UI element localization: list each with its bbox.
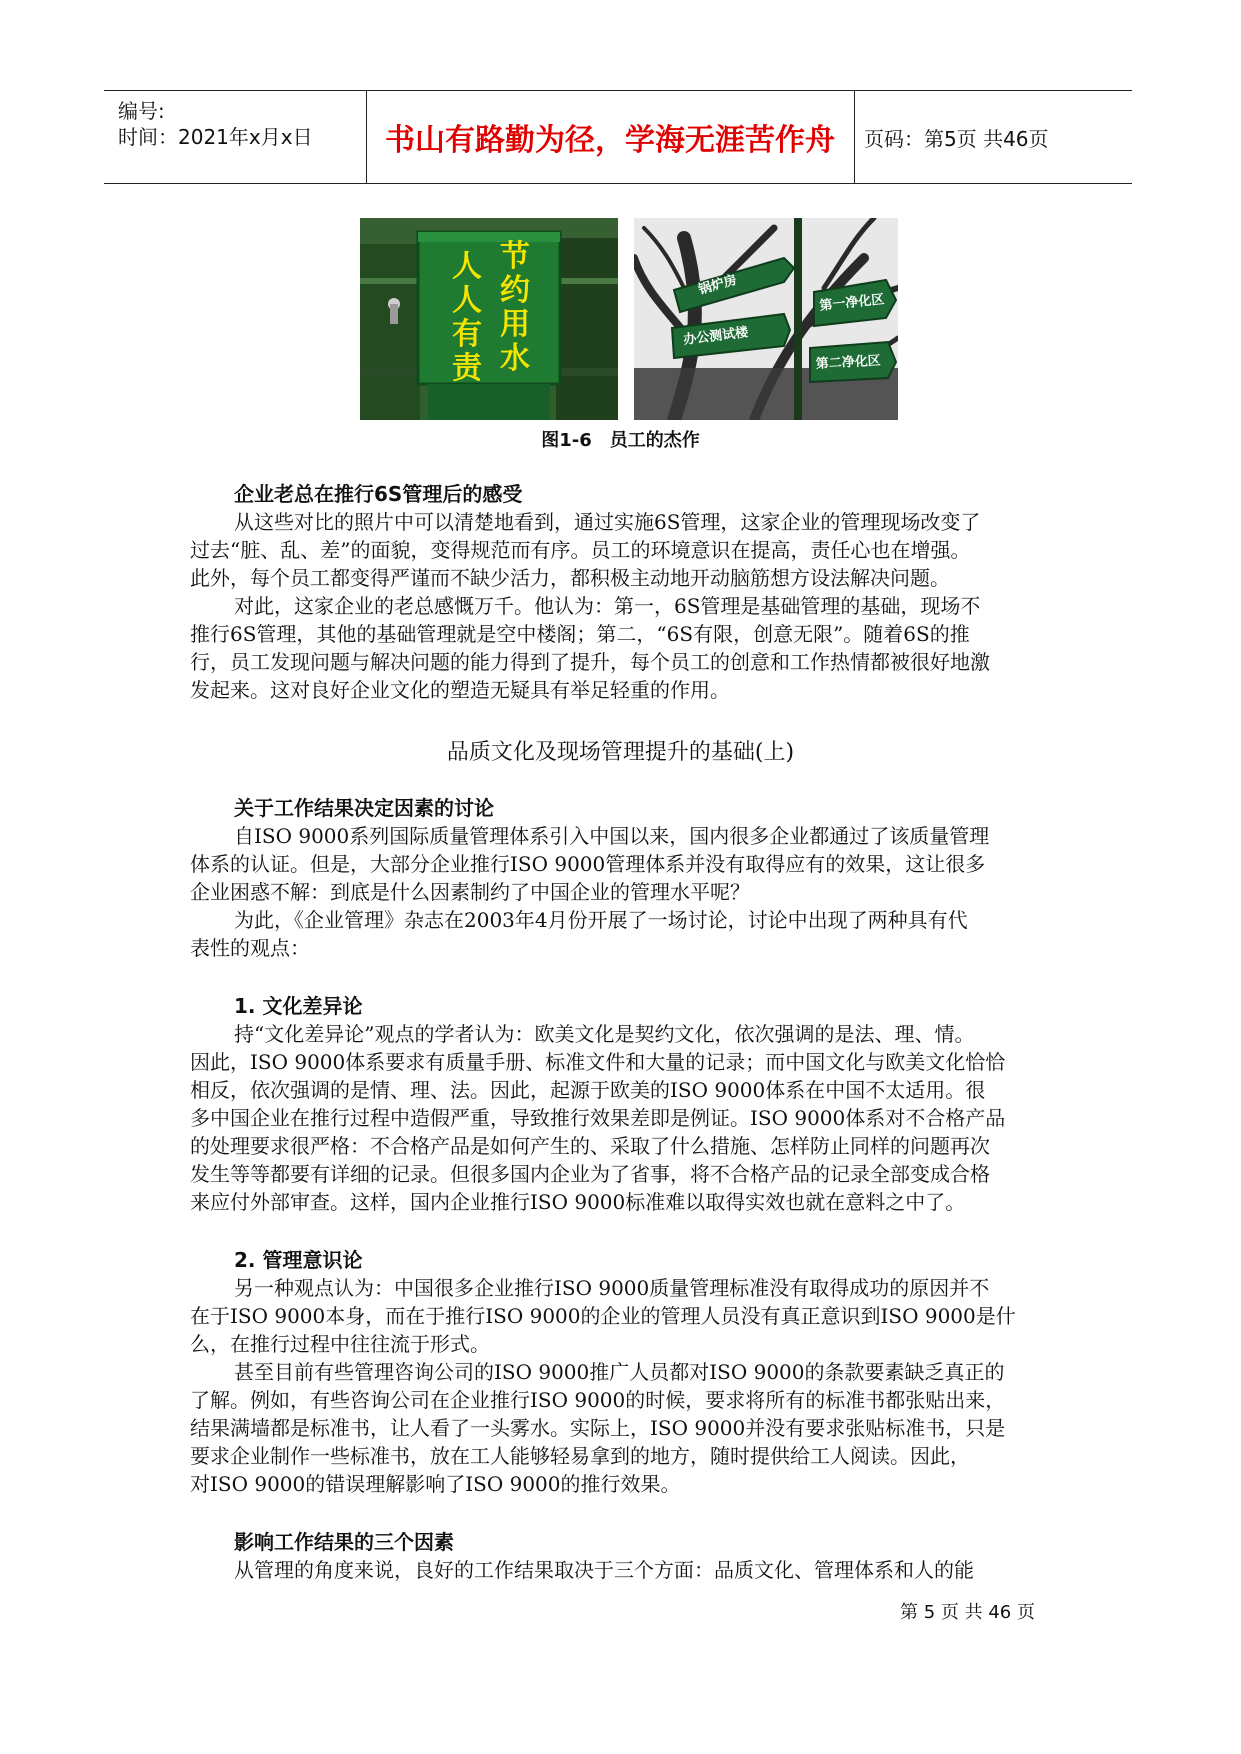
section-heading: 2. 管理意识论 [234, 1248, 363, 1272]
text-line: 推行6S管理，其他的基础管理就是空中楼阁；第二，“6S有限，创意无限”。随着6S的推 [190, 622, 970, 646]
page-header [104, 90, 1132, 184]
text-line: 过去“脏、乱、差”的面貌，变得规范而有序。员工的环境意识在提高，责任心也在增强。 [190, 538, 971, 562]
time-label: 时间：2021年x月x日 [118, 125, 313, 149]
sign-label: 第二净化区 [815, 353, 882, 372]
sign-char: 水 [500, 341, 530, 376]
text-line: 表性的观点： [190, 936, 310, 960]
section-heading: 1. 文化差异论 [234, 994, 363, 1018]
section-culture-difference [190, 992, 1060, 1216]
serial-label: 编号: [118, 99, 165, 123]
page-footer: 第 5 页 共 46 页 [900, 1602, 1035, 1623]
sign-label: 第一净化区 [818, 292, 886, 314]
sign-char: 节 [500, 239, 530, 274]
text-line: 对此，这家企业的老总感慨万千。他认为：第一，6S管理是基础管理的基础，现场不 [234, 594, 981, 618]
text-line: 从这些对比的照片中可以清楚地看到，通过实施6S管理，这家企业的管理现场改变了 [234, 510, 981, 534]
section-three-factors [190, 1528, 1060, 1584]
section-management-awareness [190, 1246, 1060, 1498]
sign-char: 有 [452, 317, 482, 352]
section-heading: 影响工作结果的三个因素 [234, 1530, 454, 1554]
sign-label: 锅炉房 [696, 272, 739, 298]
chapter-title: 品质文化及现场管理提升的基础(上) [446, 740, 795, 765]
text-line: 甚至目前有些管理咨询公司的ISO 9000推广人员都对ISO 9000的条款要素缺乏真正的 [234, 1360, 1005, 1384]
section-feelings [190, 480, 1060, 704]
text-line: 了解。例如，有些咨询公司在企业推行ISO 9000的时候，要求将所有的标准书都张贴出来， [190, 1388, 1006, 1412]
header-divider [854, 91, 855, 183]
sign-char: 责 [452, 351, 482, 386]
text-line: 要求企业制作一些标准书，放在工人能够轻易拿到的地方，随时提供给工人阅读。因此， [190, 1444, 970, 1468]
text-line: 发起来。这对良好企业文化的塑造无疑具有举足轻重的作用。 [190, 678, 730, 702]
text-line: 从管理的角度来说，良好的工作结果取决于三个方面：品质文化、管理体系和人的能 [234, 1558, 974, 1582]
sign-char: 约 [500, 273, 530, 308]
text-line: 此外，每个员工都变得严谨而不缺少活力，都积极主动地开动脑筋想方设法解决问题。 [190, 566, 950, 590]
text-line: 多中国企业在推行过程中造假严重，导致推行效果差即是例证。ISO 9000体系对不合格产品 [190, 1106, 1006, 1130]
text-line: 因此，ISO 9000体系要求有质量手册、标准文件和大量的记录；而中国文化与欧美文化恰恰 [190, 1050, 1006, 1074]
text-line: 结果满墙都是标准书，让人看了一头雾水。实际上，ISO 9000并没有要求张贴标准书，只是 [190, 1416, 1006, 1440]
photo-direction-signs [634, 218, 898, 420]
section-heading: 关于工作结果决定因素的讨论 [234, 796, 494, 820]
text-line: 体系的认证。但是，大部分企业推行ISO 9000管理体系并没有取得应有的效果，这让很多 [190, 852, 986, 876]
text-line: 相反，依次强调的是情、理、法。因此，起源于欧美的ISO 9000体系在中国不太适用。很 [190, 1078, 986, 1102]
section-discussion [190, 794, 1060, 962]
text-line: 发生等等都要有详细的记录。但很多国内企业为了省事，将不合格产品的记录全部变成合格 [190, 1162, 990, 1186]
figure-caption: 图1-6 员工的杰作 [541, 430, 700, 451]
text-line: 企业困惑不解：到底是什么因素制约了中国企业的管理水平呢？ [190, 880, 750, 904]
sign-char: 用 [500, 307, 530, 342]
text-line: 持“文化差异论”观点的学者认为：欧美文化是契约文化，依次强调的是法、理、情。 [234, 1022, 975, 1046]
photo-water-box [360, 218, 618, 420]
text-line: 在于ISO 9000本身，而在于推行ISO 9000的企业的管理人员没有真正意识到ISO 9000是什 [190, 1304, 1016, 1328]
sign-label: 办公测试楼 [682, 325, 750, 348]
text-line: 另一种观点认为：中国很多企业推行ISO 9000质量管理标准没有取得成功的原因并不 [234, 1276, 990, 1300]
section-heading: 企业老总在推行6S管理后的感受 [234, 482, 523, 506]
text-line: 对ISO 9000的错误理解影响了ISO 9000的推行效果。 [190, 1472, 681, 1496]
text-line: 么，在推行过程中往往流于形式。 [190, 1332, 490, 1356]
text-line: 行，员工发现问题与解决问题的能力得到了提升，每个员工的创意和工作热情都被很好地激 [190, 650, 990, 674]
header-page-label: 页码：第5页 共46页 [864, 127, 1049, 151]
header-motto: 书山有路勤为径，学海无涯苦作舟 [385, 123, 835, 158]
text-line: 为此，《企业管理》杂志在2003年4月份开展了一场讨论，讨论中出现了两种具有代 [234, 908, 968, 932]
sign-char: 人 [452, 249, 482, 284]
sign-char: 人 [452, 283, 482, 318]
text-line: 来应付外部审查。这样，国内企业推行ISO 9000标准难以取得实效也就在意料之中了。 [190, 1190, 966, 1214]
text-line: 的处理要求很严格：不合格产品是如何产生的、采取了什么措施、怎样防止同样的问题再次 [190, 1134, 990, 1158]
text-line: 自ISO 9000系列国际质量管理体系引入中国以来，国内很多企业都通过了该质量管理 [234, 824, 990, 848]
